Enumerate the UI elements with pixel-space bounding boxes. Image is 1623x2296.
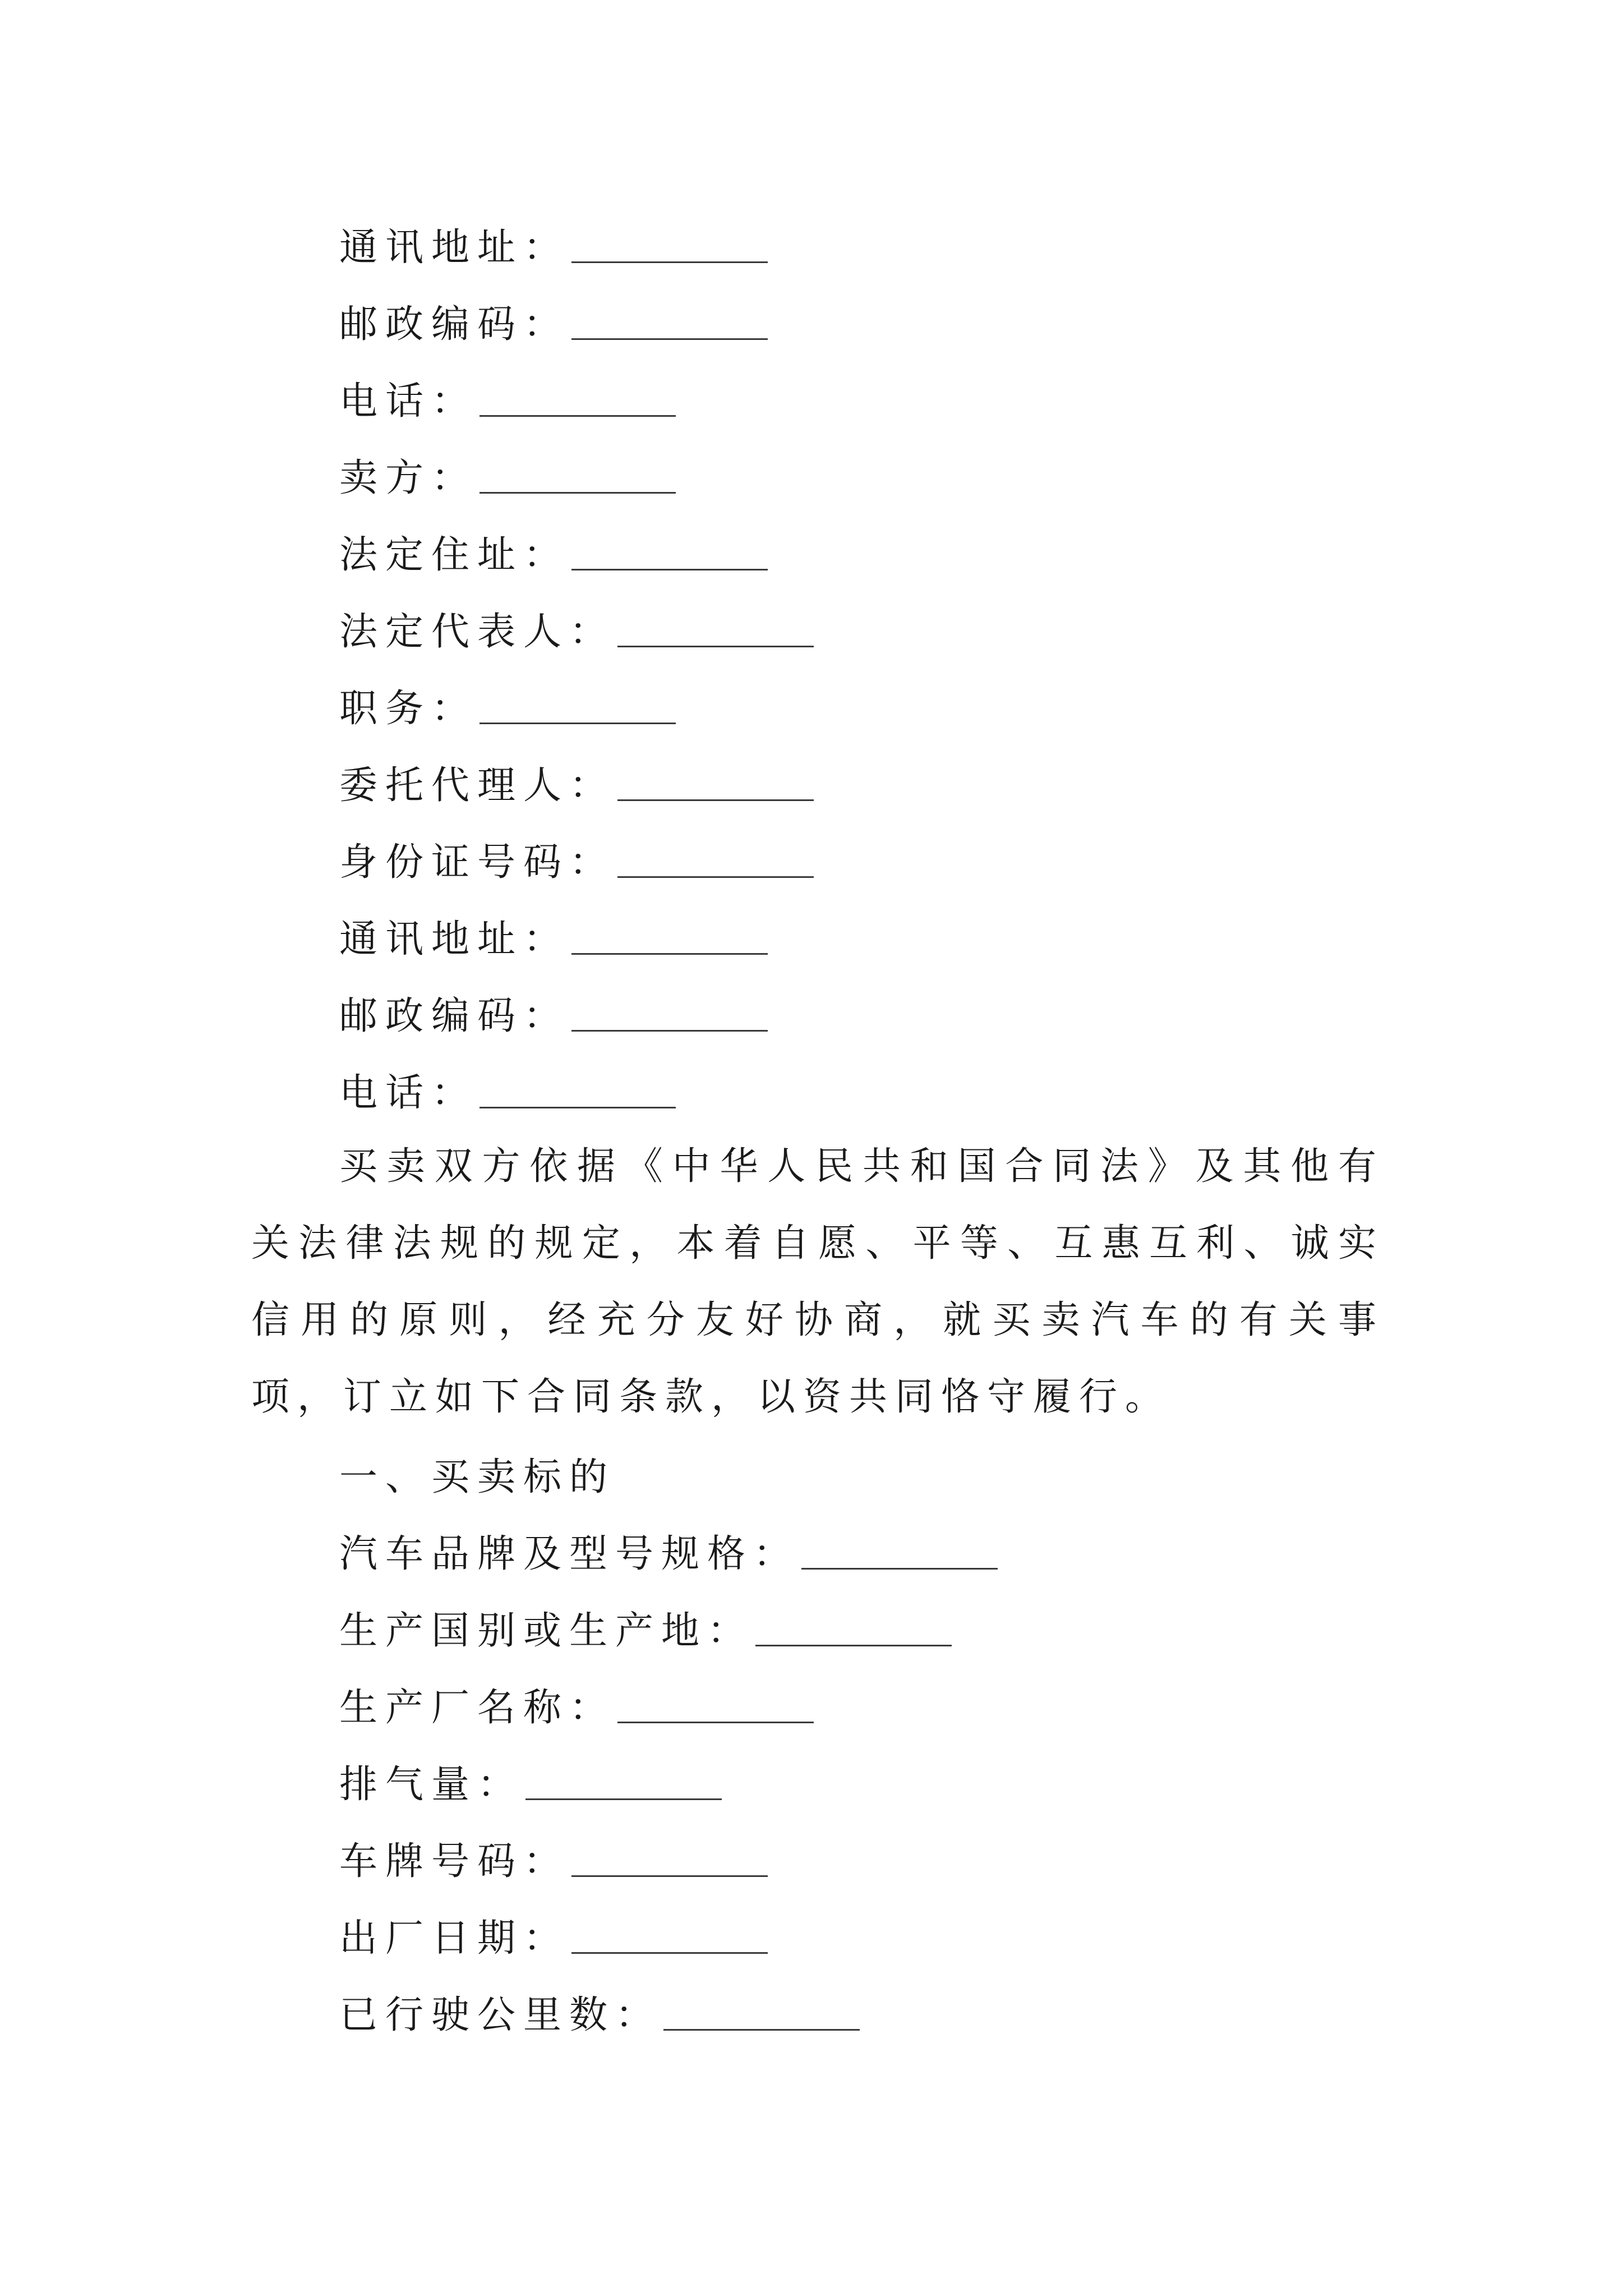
blank-line[interactable] — [617, 874, 814, 878]
field-label: 通讯地址： — [339, 917, 570, 961]
car-brand-model-field — [339, 1522, 998, 1579]
blank-line[interactable] — [525, 1796, 722, 1800]
blank-line[interactable] — [571, 951, 768, 955]
seller-agent-field — [339, 754, 814, 810]
field-label: 电话： — [339, 1070, 478, 1115]
seller-position-field — [339, 677, 676, 733]
field-label: 生产国别或生产地： — [339, 1608, 754, 1653]
seller-address-field — [339, 908, 768, 964]
field-label: 卖方： — [339, 455, 478, 500]
displacement-field — [339, 1753, 722, 1809]
blank-line[interactable] — [663, 2027, 860, 2031]
field-label: 职务： — [339, 686, 478, 731]
buyer-address-field — [339, 216, 768, 272]
blank-line[interactable] — [571, 567, 768, 570]
blank-line[interactable] — [617, 797, 814, 801]
field-label: 已行驶公里数： — [339, 1993, 662, 2037]
field-label: 生产厂名称： — [339, 1685, 616, 1730]
field-label: 排气量： — [339, 1762, 524, 1807]
field-label: 法定住址： — [339, 532, 570, 577]
field-label: 法定代表人： — [339, 609, 616, 654]
preamble-paragraph: 买卖双方依据《中华人民共和国合同法》及其他有关法律法规的规定，本着自愿、平等、互惠互利、诚实信用的原则，经充分友好协商，就买卖汽车的有关事项，订立如下合同条款，以资共同恪守履行。 — [251, 1144, 1384, 1419]
blank-line[interactable] — [571, 1873, 768, 1877]
manufacture-date-field — [339, 1907, 768, 1963]
field-label: 委托代理人： — [339, 763, 616, 808]
seller-phone-field — [339, 1061, 676, 1117]
blank-line[interactable] — [755, 1642, 952, 1646]
blank-line[interactable] — [571, 1950, 768, 1954]
field-label: 汽车品牌及型号规格： — [339, 1531, 800, 1576]
blank-line[interactable] — [479, 720, 676, 724]
blank-line[interactable] — [479, 413, 676, 417]
blank-line[interactable] — [801, 1566, 998, 1570]
plate-number-field — [339, 1830, 768, 1886]
seller-legal-rep-field — [339, 600, 814, 656]
origin-country-field — [339, 1599, 952, 1655]
field-label: 身份证号码： — [339, 840, 616, 885]
mileage-field — [339, 1984, 860, 2040]
field-label: 电话： — [339, 379, 478, 424]
blank-line[interactable] — [571, 336, 768, 340]
field-label: 通讯地址： — [339, 225, 570, 270]
blank-line[interactable] — [617, 1719, 814, 1723]
blank-line[interactable] — [571, 259, 768, 263]
blank-line[interactable] — [617, 643, 814, 647]
blank-line[interactable] — [571, 1028, 768, 1032]
field-label: 出厂日期： — [339, 1916, 570, 1961]
manufacturer-field — [339, 1676, 814, 1732]
seller-name-field — [339, 447, 676, 503]
blank-line[interactable] — [479, 1105, 676, 1108]
blank-line[interactable] — [479, 490, 676, 494]
seller-id-number-field — [339, 831, 814, 887]
seller-postcode-field — [339, 984, 768, 1041]
field-label: 车牌号码： — [339, 1839, 570, 1884]
buyer-phone-field — [339, 370, 676, 426]
seller-legal-address-field — [339, 523, 768, 579]
field-label: 邮政编码： — [339, 302, 570, 347]
section-heading: 一、买卖标的 — [339, 1455, 616, 1499]
field-label: 邮政编码： — [339, 993, 570, 1038]
buyer-postcode-field — [339, 293, 768, 349]
